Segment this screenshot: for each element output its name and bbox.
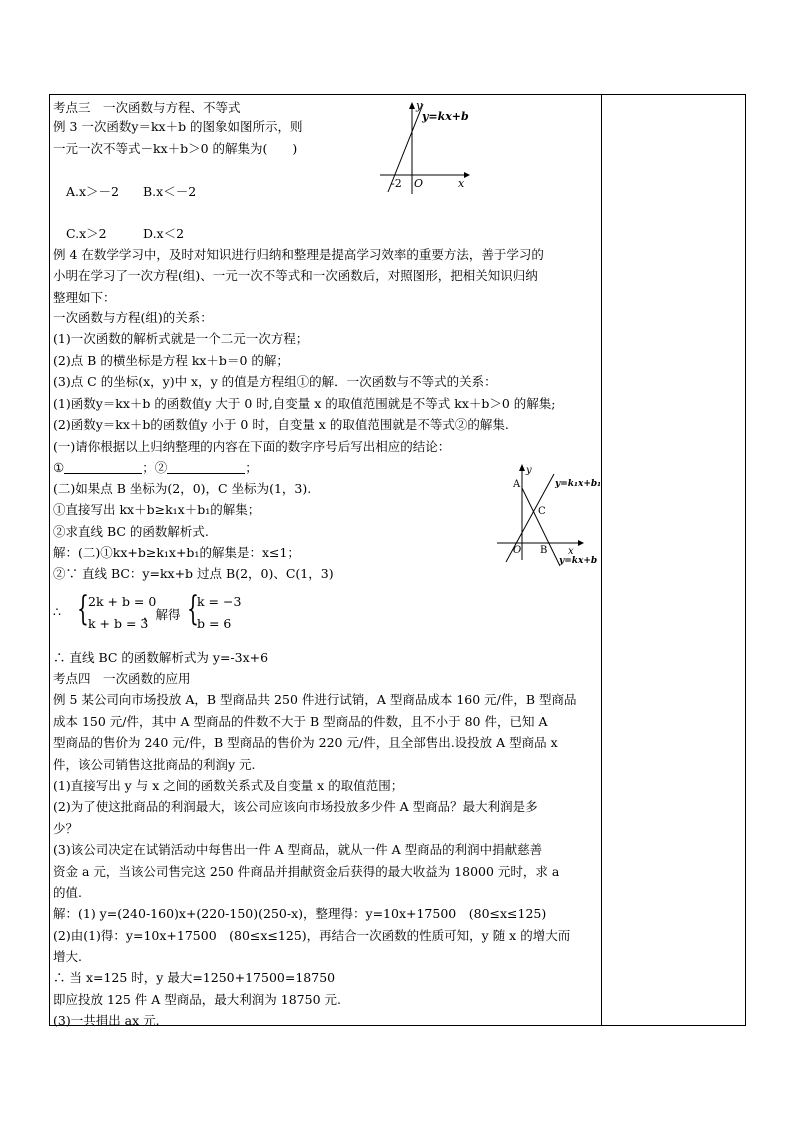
system-sol1: k = −3 (197, 594, 242, 609)
ex5-line-1: 例 5 某公司向市场投放 A，B 型商品共 250 件进行试销，A 型商品成本 160 元/件，B 型商品 (53, 692, 577, 707)
ex5-line-10: 的值. (53, 885, 82, 900)
graph2-point-a: A (513, 479, 521, 490)
system-brace-right: { (187, 589, 199, 629)
system-brace-left: { (77, 589, 89, 629)
ex5-line-12: (2)由(1)得：y=10x+17500 (80≤x≤125)，再结合一次函数的性质可知，y 随 x 的增大而 (53, 928, 571, 943)
ex4-line-2: 小明在学习了一次方程(组)、一元一次不等式和一次函数后，对照图形，把相关知识归纳 (53, 268, 538, 283)
ex4-line-1: 例 4 在数学学习中，及时对知识进行归纳和整理是提高学习效率的重要方法，善于学习的 (53, 247, 544, 262)
option-a: A.x＞－2 (66, 184, 120, 199)
ex4-part2-line-4: 解：(二)①kx+b≥k₁x+b₁的解集是：x≤1； (53, 545, 300, 560)
graph1-tick: -2 (391, 177, 402, 190)
ex4-line-8: (1)函数y＝kx＋b 的函数值y 大于 0 时,自变量 x 的取值范围就是不等式 kx＋b＞0 的解集; (53, 396, 556, 411)
ex4-part2-line-3: ②求直线 BC 的函数解析式. (53, 524, 209, 539)
ex5-line-11: 解：(1) y=(240-160)x+(220-150)(250-x)，整理得：y=10x+17500 (80≤x≤125) (53, 906, 547, 921)
ex4-line-4: 一次函数与方程(组)的关系： (53, 310, 213, 325)
graph2-y-label: y (526, 465, 532, 476)
system-eq2: k + b = 3 (88, 616, 149, 631)
graph2-label-top: y=k₁x+b₁ (555, 479, 602, 489)
example3-line1: 例 3 一次函数y＝kx＋b 的图象如图所示，则 (53, 119, 303, 134)
graph2-x-label: x (568, 546, 574, 557)
option-d: D.x＜2 (143, 226, 185, 241)
ex4-conclusion: ∴ 直线 BC 的函数解析式为 y=-3x+6 (53, 650, 269, 665)
example3-line2: 一元一次不等式－kx＋b＞0 的解集为( ) (53, 141, 298, 156)
option-c: C.x＞2 (66, 226, 107, 241)
graph2-origin: O (513, 545, 522, 556)
ex4-part2-line-1: (二)如果点 B 坐标为(2，0)，C 坐标为(1，3). (53, 481, 312, 496)
ex5-line-9: 资金 a 元，当该公司售完这 250 件商品并捐献资金后获得的最大收益为 18000 元时，求 a (53, 864, 560, 879)
ex4-part2-line-2: ①直接写出 kx＋b≥k₁x＋b₁的解集； (53, 502, 261, 517)
ex4-line-6: (2)点 B 的横坐标是方程 kx＋b＝0 的解； (53, 353, 289, 368)
answer-blanks-row (53, 460, 258, 476)
ex5-line-16: (3)一共捐出 ax 元. (53, 1013, 160, 1028)
system-sol2: b = 6 (197, 616, 232, 631)
graph1-func-label: y=kx+b (422, 110, 469, 123)
system-prefix: ∴ (53, 604, 61, 619)
blank-end: ； (245, 460, 258, 475)
ex4-line-10: (一)请你根据以上归纳整理的内容在下面的数字序号后写出相应的结论： (53, 439, 451, 454)
ex4-line-7: (3)点 C 的坐标(x，y)中 x，y 的值是方程组①的解．一次函数与不等式的关系： (53, 374, 497, 389)
ex5-line-13: 增大. (53, 949, 82, 964)
ex4-line-9: (2)函数y＝kx＋b的函数值y 小于 0 时，自变量 x 的取值范围就是不等式②的解集. (53, 417, 509, 432)
graph2-point-c: C (538, 506, 546, 517)
graph1-y-label: y (416, 99, 423, 112)
answer-blank-2[interactable] (167, 461, 245, 474)
blank1-prefix: ① (53, 460, 65, 475)
ex4-line-5: (1)一次函数的解析式就是一个二元一次方程； (53, 331, 309, 346)
graph2-label-bottom: y=kx+b (559, 556, 598, 566)
ex4-part2-line-5: ②∵ 直线 BC：y=kx+b 过点 B(2，0)、C(1，3) (53, 566, 334, 581)
graph1-x-label: x (458, 177, 465, 190)
ex5-line-6: (2)为了使这批商品的利润最大，该公司应该向市场投放多少件 A 型商品？最大利润是多 (53, 799, 538, 814)
ex5-line-7: 少？ (53, 821, 79, 836)
ex5-line-4: 件，该公司销售这批商品的利润y 元. (53, 757, 256, 772)
blank2-prefix: ；② (142, 460, 168, 475)
ex5-line-2: 成本 150 元/件，其中 A 型商品的件数不大于 B 型商品的件数，且不小于 80 件，已知 A (53, 714, 548, 729)
section4-title: 考点四 一次函数的应用 (53, 671, 191, 686)
graph-ex4 (492, 460, 602, 570)
graph1-origin: O (414, 177, 424, 190)
answer-blank-1[interactable] (64, 461, 142, 474)
graph-ex3 (378, 96, 474, 196)
solve-word: ，解得 (143, 607, 181, 622)
ex5-line-14: ∴ 当 x=125 时，y 最大=1250+17500=18750 (53, 970, 336, 985)
ex5-line-15: 即应投放 125 件 A 型商品，最大利润为 18750 元. (53, 992, 341, 1007)
ex5-line-5: (1)直接写出 y 与 x 之间的函数关系式及自变量 x 的取值范围； (53, 778, 404, 793)
ex4-line-3: 整理如下： (53, 290, 116, 305)
ex5-line-3: 型商品的售价为 240 元/件，B 型商品的售价为 220 元/件，且全部售出.设投放 A 型商品 x (53, 735, 558, 750)
system-eq1: 2k + b = 0 (88, 594, 157, 609)
option-b: B.x＜－2 (143, 184, 197, 199)
graph2-point-b: B (540, 545, 548, 556)
section3-title: 考点三 一次函数与方程、不等式 (53, 100, 241, 115)
ex5-line-8: (3)该公司决定在试销活动中每售出一件 A 型商品，就从一件 A 型商品的利润中捐献慈善 (53, 842, 543, 857)
